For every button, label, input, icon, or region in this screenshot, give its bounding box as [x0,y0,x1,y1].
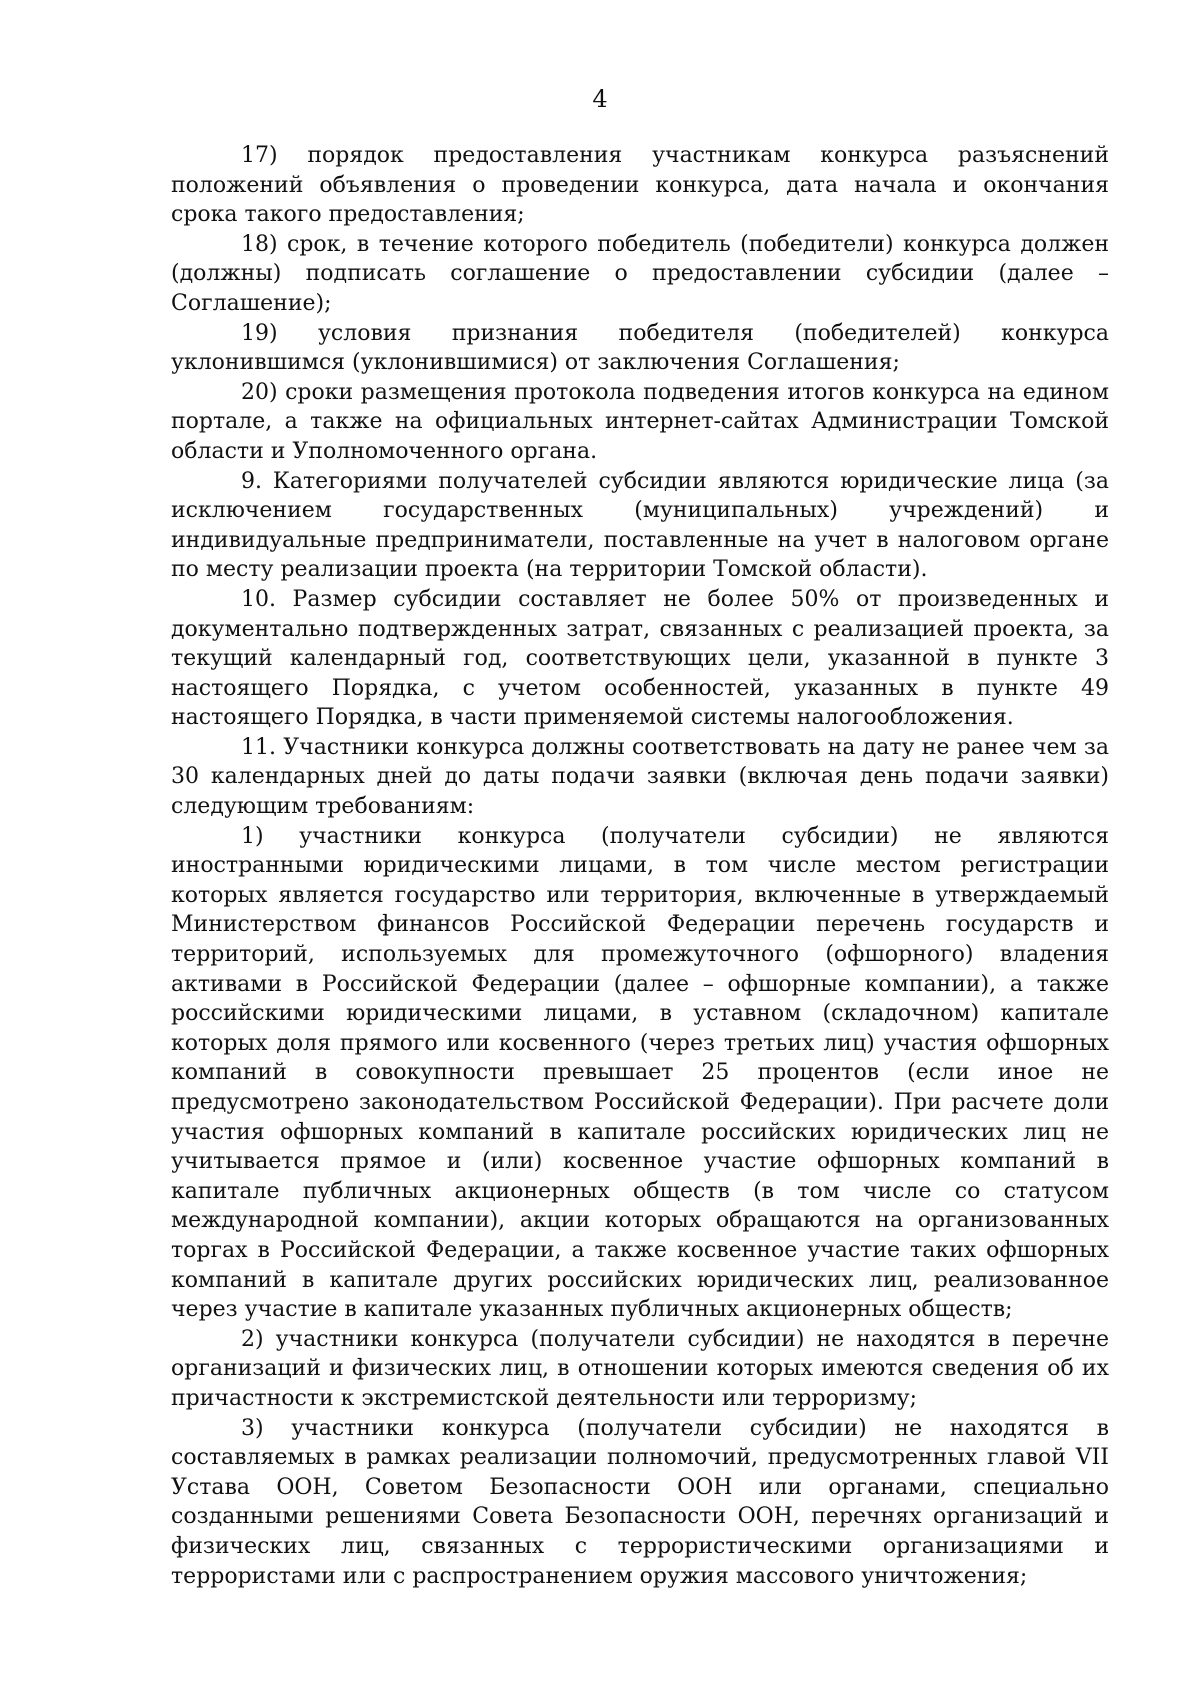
requirement-1: 1) участники конкурса (получатели субсидии) не являются иностранными юридическими лицами, в том числе местом регистрации которых является государство или территория, включенные в утверждаемый Министерством финансов Российской Федерации перечень государств и территорий, используемых для промежуточного (офшорного) владения активами в Российской Федерации (далее – офшорные компании), а также российскими юридическими лицами, в уставном (складочном) капитале которых доля прямого или косвенного (через третьих лиц) участия офшорных компаний в совокупности превышает 25 процентов (если иное не предусмотрено законодательством Российской Федерации). При расчете доли участия офшорных компаний в капитале российских юридических лиц не учитывается прямое и (или) косвенное участие офшорных компаний в капитале публичных акционерных обществ (в том числе со статусом международной компании), акции которых обращаются на организованных торгах в Российской Федерации, а также косвенное участие таких офшорных компаний в капитале других российских юридических лиц, реализованное через участие в капитале указанных публичных акционерных обществ; [171,823,1109,1323]
requirement-3: 3) участники конкурса (получатели субсидии) не находятся в составляемых в рамках реализации полномочий, предусмотренных главой VII Устава ООН, Советом Безопасности ООН или органами, специально созданными решениями Совета Безопасности ООН, перечнях организаций и физических лиц, связанных с террористическими организациями и террористами или с распространением оружия массового уничтожения; [171,1415,1109,1589]
page-number: 4 [592,85,608,113]
document-body [171,141,1109,1591]
clause-10: 10. Размер субсидии составляет не более 50% от произведенных и документально подтвержденных затрат, связанных с реализацией проекта, за текущий календарный год, соответствующих цели, указанной в пункте 3 настоящего Порядка, с учетом особенностей, указанных в пункте 49 настоящего Порядка, в части применяемой системы налогообложения. [171,586,1109,731]
list-item-17: 17) порядок предоставления участникам конкурса разъяснений положений объявления о проведении конкурса, дата начала и окончания срока такого предоставления; [171,143,1109,228]
requirement-2: 2) участники конкурса (получатели субсидии) не находятся в перечне организаций и физических лиц, в отношении которых имеются сведения об их причастности к экстремистской деятельности или терроризму; [171,1326,1109,1411]
list-item-20: 20) сроки размещения протокола подведения итогов конкурса на едином портале, а также на официальных интернет-сайтах Администрации Томской области и Уполномоченного органа. [171,379,1109,464]
clause-11: 11. Участники конкурса должны соответствовать на дату не ранее чем за 30 календарных дней до даты подачи заявки (включая день подачи заявки) следующим требованиям: [171,734,1109,820]
list-item-18: 18) срок, в течение которого победитель (победители) конкурса должен (должны) подписать соглашение о предоставлении субсидии (далее – Соглашение); [171,231,1109,316]
clause-9: 9. Категориями получателей субсидии являются юридические лица (за исключением государственных (муниципальных) учреждений) и индивидуальные предприниматели, поставленные на учет в налоговом органе по месту реализации проекта (на территории Томской области). [171,468,1109,583]
list-item-19: 19) условия признания победителя (победителей) конкурса уклонившимся (уклонившимися) от заключения Соглашения; [171,320,1109,376]
